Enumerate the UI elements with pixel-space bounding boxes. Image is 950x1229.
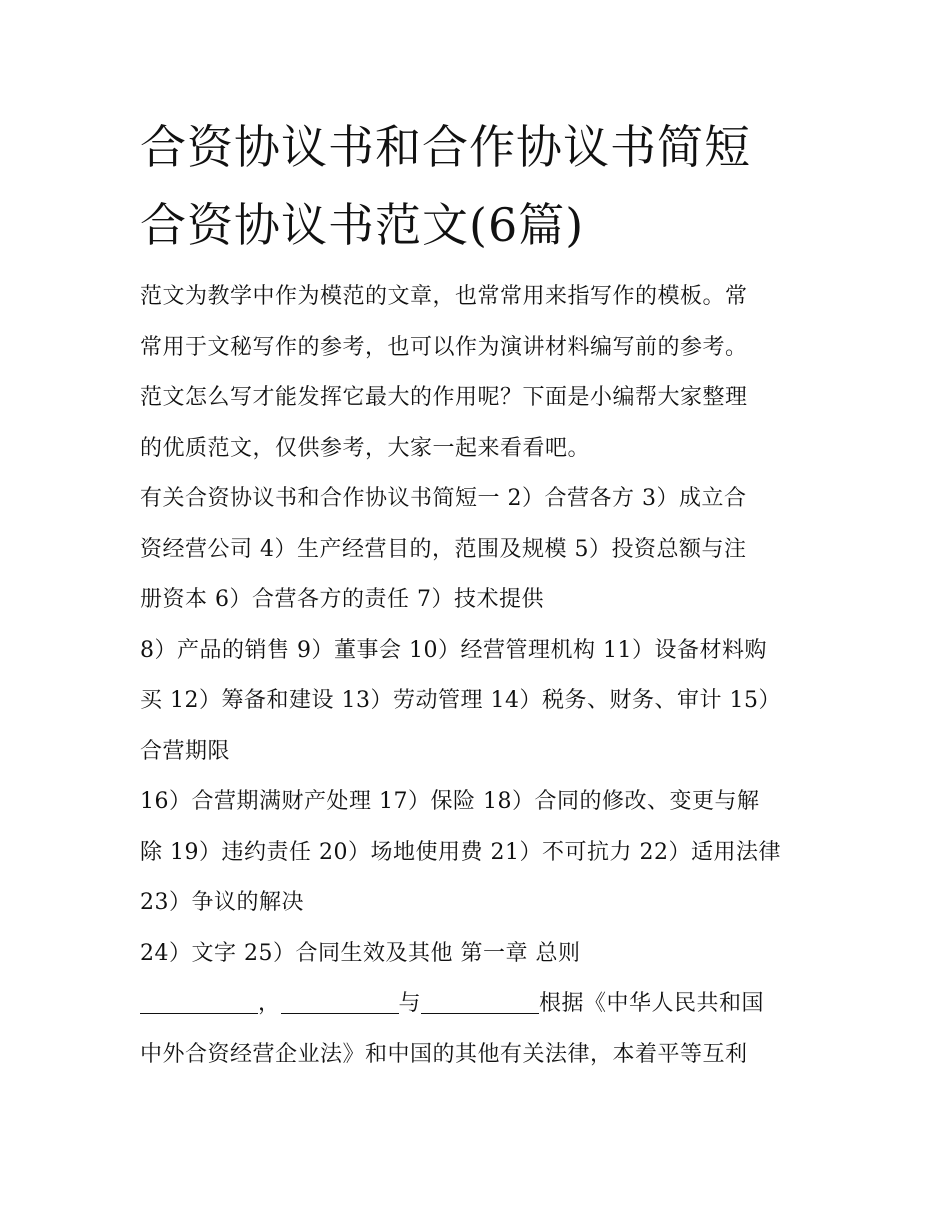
toc-block-4 — [140, 929, 812, 980]
intro-line: 范文为教学中作为模范的文章，也常常用来指写作的模板。常 — [140, 284, 748, 309]
toc-line: 册资本 6）合营各方的责任 7）技术提供 — [140, 587, 544, 612]
intro-paragraph — [140, 272, 812, 474]
intro-line: 的优质范文，仅供参考，大家一起来看看吧。 — [140, 435, 591, 461]
document-body — [140, 272, 812, 1080]
contract-line-2: 中外合资经营企业法》和中国的其他有关法律，本着平等互利 — [140, 1041, 748, 1067]
toc-line: 有关合资协议书和合作协议书简短一 2）合营各方 3）成立合 — [140, 486, 747, 511]
intro-line: 常用于文秘写作的参考，也可以作为演讲材料编写前的参考。 — [140, 334, 748, 360]
and-text: 与 — [398, 991, 422, 1016]
toc-line: 合营期限 — [140, 738, 231, 764]
contract-paragraph — [140, 979, 812, 1080]
intro-line: 范文怎么写才能发挥它最大的作用呢？下面是小编帮大家整理 — [140, 385, 748, 410]
toc-line: 24）文字 25）合同生效及其他 第一章 总则 — [140, 940, 581, 966]
comma-text: ， — [258, 991, 281, 1016]
document-title — [140, 108, 812, 264]
document-page — [140, 108, 812, 1080]
toc-line: 资经营公司 4）生产经营目的，范围及规模 5）投资总额与注 — [140, 536, 747, 562]
blank-field-party-2 — [281, 987, 399, 1014]
toc-line: 买 12）筹备和建设 13）劳动管理 14）税务、财务、审计 15） — [140, 688, 781, 713]
toc-block-2 — [140, 626, 812, 778]
toc-line: 除 19）违约责任 20）场地使用费 21）不可抗力 22）适用法律 — [140, 839, 781, 865]
blank-field-party-3 — [421, 987, 539, 1014]
toc-block-1 — [140, 474, 812, 626]
contract-line-1-tail: 根据《中华人民共和国 — [539, 991, 765, 1016]
toc-line: 8）产品的销售 9）董事会 10）经营管理机构 11）设备材料购 — [140, 637, 767, 663]
toc-block-3 — [140, 777, 812, 929]
toc-line: 23）争议的解决 — [140, 890, 304, 915]
blank-field-party-1 — [140, 987, 258, 1014]
toc-line: 16）合营期满财产处理 17）保险 18）合同的修改、变更与解 — [140, 789, 760, 814]
contract-line-1 — [140, 979, 812, 1030]
title-line-2: 合资协议书范文(6篇) — [140, 198, 585, 252]
title-line-1: 合资协议书和合作协议书简短 — [140, 120, 751, 174]
